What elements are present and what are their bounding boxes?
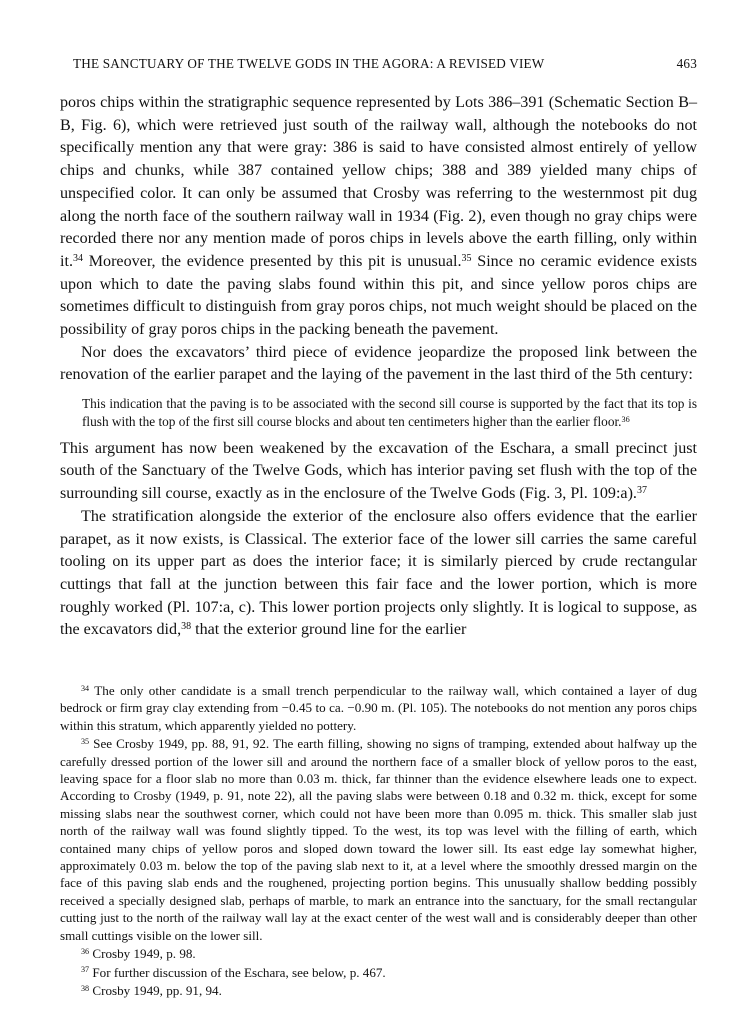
paragraph-1-text-b: Moreover, the evidence presented by this pit is unusual. [82,252,462,270]
main-text [60,92,697,642]
footnote-text: The only other candidate is a small trench perpendicular to the railway wall, which contained a layer of dug bedrock or firm gray clay extending from −0.45 to ca. −0.90 m. (Pl. 105). The notebooks do not mention any poros chips within this stratum, which apparently yielded no pottery. [60,683,697,733]
note-ref-34[interactable]: 34 [72,252,83,264]
page-number: 463 [676,56,697,71]
paragraph-1-text-a: poros chips within the stratigraphic sequence represented by Lots 386–391 (Schematic Section B–B, Fig. 6), which were retrieved just south of the railway wall, although the notebooks do not specifically mention any that were gray: 386 is said to have consisted almost entirely of yellow chips and chunks, while 387 contained yellow chips; 388 and 389 yielded many chips of unspecified color. It can only be assumed that Crosby was referring to the westernmost pit dug along the north face of the southern railway wall in 1934 (Fig. 2), even though no gray chips were recorded there nor any mention made of poros chips in levels above the earth filling, only within it. [60,94,697,270]
paragraph-4 [60,506,697,642]
footnote-38 [60,982,697,999]
note-ref-37[interactable]: 37 [636,485,647,497]
note-ref-38[interactable]: 38 [181,621,192,633]
block-quote [82,395,697,431]
footnote-number: 36 [81,947,90,957]
footnote-number: 38 [81,983,90,993]
paragraph-4-text-a: The stratification alongside the exterior of the enclosure also offers evidence that the earlier parapet, as it now exists, is Classical. The exterior face of the lower sill carries the same careful tooling on its upper part as does the interior face; it is similarly pierced by crude rectangular cuttings that fall at the junction between this fair face and the lower portion, which is more roughly worked (Pl. 107:a, c). This lower portion projects only slightly. It is logical to suppose, as the excavators did, [60,507,697,639]
paragraph-4-text-b: that the exterior ground line for the earlier [191,621,467,639]
running-title: THE SANCTUARY OF THE TWELVE GODS IN THE AGORA: A REVISED VIEW [73,56,545,71]
paragraph-3-text: This argument has now been weakened by the excavation of the Eschara, a small precinct just south of the Sanctuary of the Twelve Gods, which has interior paving set flush with the top of the surrounding sill course, exactly as in the enclosure of the Twelve Gods (Fig. 3, Pl. 109:a). [60,439,697,503]
footnote-text: See Crosby 1949, pp. 88, 91, 92. The earth filling, showing no signs of tramping, extended about halfway up the carefully dressed portion of the lower sill and around the northern face of a smaller block of yellow poros to the east, leaving space for a floor slab no more than 0.03 m. thick, far thinner than the evidence elsewhere leads one to expect. According to Crosby (1949, p. 91, note 22), all the paving slabs were between 0.18 and 0.32 m. thick, except for some missing slabs near the southwest corner, which could not have been more than 0.095 m. thick. This smaller slab just north of the railway wall was found slightly tipped. To the west, its top was level with the filling of earth, which contained many chips of yellow poros and sloped down toward the lower sill. Its east edge lay somewhat higher, approximately 0.03 m. below the top of the paving slab next to it, at a level where the smoothly dressed margin on the face of this paving slab ends and the roughened, projecting portion begins. This unusually shallow bedding possibly received a specially designed slab, perhaps of marble, to mark an entrance into the sanctuary, for the small rectangular cutting just to the north of the railway wall lay at the exact center of the west wall and is considerably deeper than other small cuttings visible on the lower sill. [60,736,697,943]
footnote-number: 37 [81,965,90,975]
footnote-34 [60,682,697,734]
note-ref-36[interactable]: 36 [621,414,630,424]
footnote-36 [60,945,697,962]
paragraph-1 [60,92,697,342]
footnote-text: Crosby 1949, p. 98. [89,946,196,962]
note-ref-35[interactable]: 35 [461,252,472,264]
footnote-text: For further discussion of the Eschara, see below, p. 467. [89,964,386,980]
footnote-number: 35 [81,737,90,747]
paragraph-3 [60,438,697,506]
footnote-35 [60,735,697,944]
footnote-37 [60,964,697,981]
footnote-text: Crosby 1949, pp. 91, 94. [89,982,222,998]
footnote-number: 34 [81,683,90,693]
paragraph-1-text-c: Since no ceramic evidence exists upon which to date the paving slabs found within this pit, and since yellow poros chips are sometimes difficult to distinguish from gray poros chips, not much weight should be placed on the possibility of gray poros chips in the packing beneath the pavement. [60,252,698,339]
block-quote-text: This indication that the paving is to be associated with the second sill course is supported by the fact that its top is flush with the top of the first sill course blocks and about ten centimeters higher than the earlier floor. [82,396,697,429]
paragraph-2: Nor does the excavators’ third piece of evidence jeopardize the proposed link between the renovation of the earlier parapet and the laying of the pavement in the last third of the 5th century: [60,343,697,384]
footnotes [60,682,697,1000]
